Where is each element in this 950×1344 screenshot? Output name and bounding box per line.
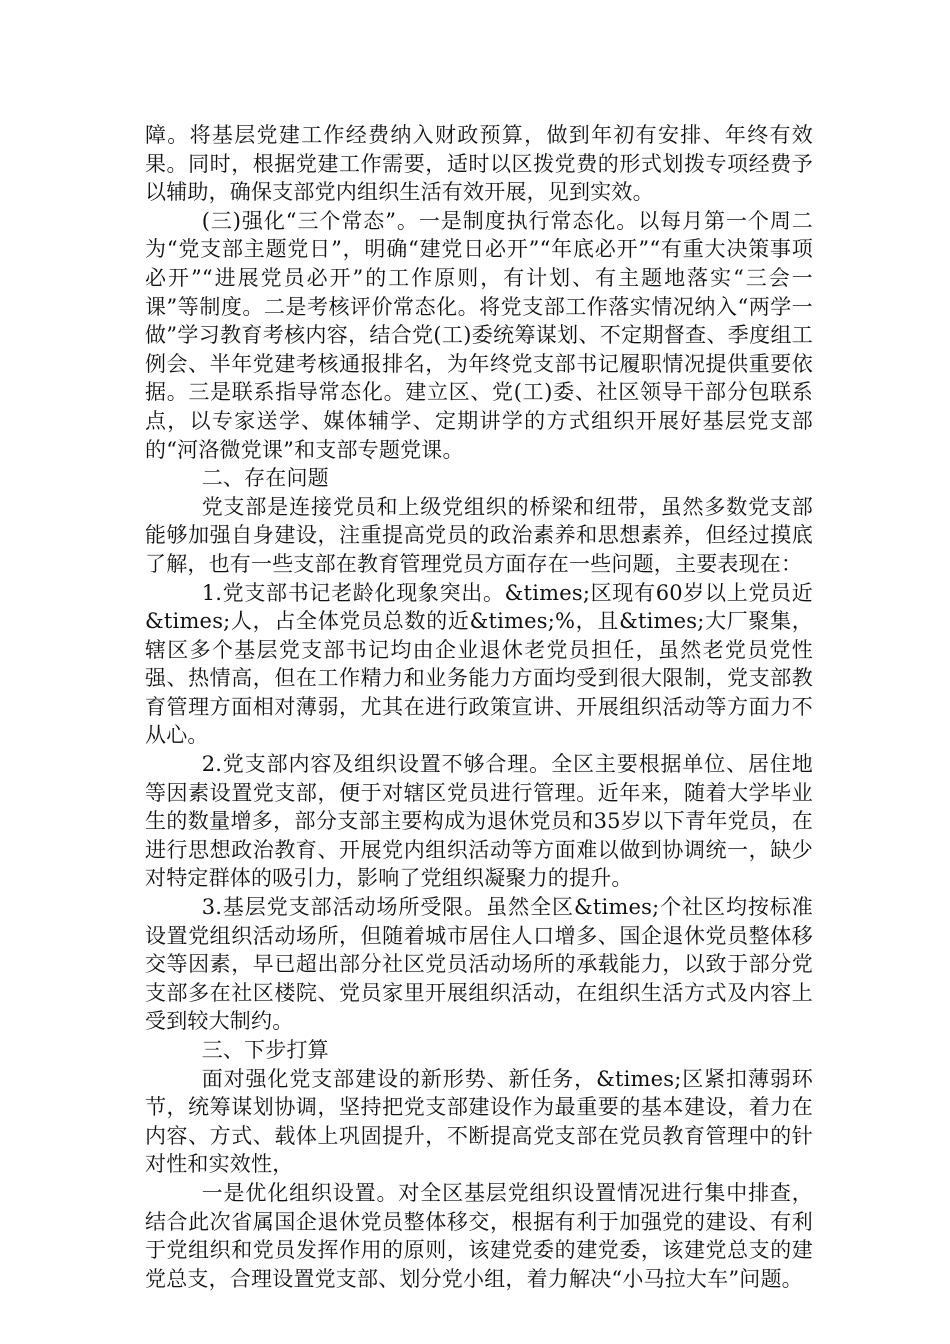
paragraph-funding: 障。将基层党建工作经费纳入财政预算，做到年初有安排、年终有效果。同时，根据党建工作需要，适时以区拨党费的形式划拨专项经费予以辅助，确保支部党内组织生活有效开展，见到实效。 — [145, 123, 813, 205]
paragraph-problem-aging-secretaries: 1.党支部书记老龄化现象突出。&times;区现有60岁以上党员近&times;人，占全体党员总数的近&times;%，且&times;大厂聚集，辖区多个基层党支部书记均由企业退休老党员担任，虽然老党员党性强、热情高，但在工作精力和业务能力方面均受到很大限制，党支部教育管理方面相对薄弱，尤其在进行政策宣讲、开展组织活动等方面力不从心。 — [145, 580, 813, 748]
paragraph-three-normalizations: (三)强化“三个常态”。一是制度执行常态化。以每月第一个周二为“党支部主题党日”，明确“建党日必开”“年底必开”“有重大决策事项必开”“进展党员必开”的工作原则，有计划、有主题地落实“三会一课”等制度。二是考核评价常态化。将党支部工作落实情况纳入“两学一做”学习教育考核内容，结合党(工)委统筹谋划、不定期督查、季度组工例会、半年党建考核通报排名，为年终党支部书记履职情况提供重要依据。三是联系指导常态化。建立区、党(工)委、社区领导干部分包联系点，以专家送学、媒体辅学、定期讲学的方式组织开展好基层党支部的“河洛微党课”和支部专题党课。 — [145, 208, 813, 462]
section-heading-next-steps: 三、下步打算 — [201, 1038, 329, 1062]
paragraph-optimize-organization: 一是优化组织设置。对全区基层党组织设置情况进行集中排查，结合此次省属国企退休党员整体移交，根据有利于加强党的建设、有利于党组织和党员发挥作用的原则，该建党委的建党委，该建党总支的建党总支，合理设置党支部、划分党小组，着力解决“小马拉大车”问题。 — [145, 1180, 813, 1291]
paragraph-next-steps-intro: 面对强化党支部建设的新形势、新任务，&times;区紧扣薄弱环节，统筹谋划协调，坚持把党支部建设作为最重要的基本建设，着力在内容、方式、载体上巩固提升，不断提高党支部在党员教育管理中的针对性和实效性， — [145, 1066, 813, 1177]
paragraph-problem-activity-venues: 3.基层党支部活动场所受限。虽然全区&times;个社区均按标准设置党组织活动场所，但随着城市居住人口增多、国企退休党员整体移交等因素，早已超出部分社区党员活动场所的承载能力，以致于部分党支部多在社区楼院、党员家里开展组织活动，在组织生活方式及内容上受到较大制约。 — [145, 895, 813, 1034]
document-body — [145, 121, 813, 1293]
section-heading-existing-problems: 二、存在问题 — [201, 466, 329, 491]
paragraph-problems-intro: 党支部是连接党员和上级党组织的桥梁和纽带，虽然多数党支部能够加强自身建设，注重提高党员的政治素养和思想素养，但经过摸底了解，也有一些支部在教育管理党员方面存在一些问题，主要表现在： — [145, 494, 813, 576]
paragraph-problem-organization-setup: 2.党支部内容及组织设置不够合理。全区主要根据单位、居住地等因素设置党支部，便于对辖区党员进行管理。近年来，随着大学毕业生的数量增多，部分支部主要构成为退休党员和35岁以下青年党员，在进行思想政治教育、开展党内组织活动等方面难以做到协调统一，缺少对特定群体的吸引力，影响了党组织凝聚力的提升。 — [145, 752, 813, 891]
